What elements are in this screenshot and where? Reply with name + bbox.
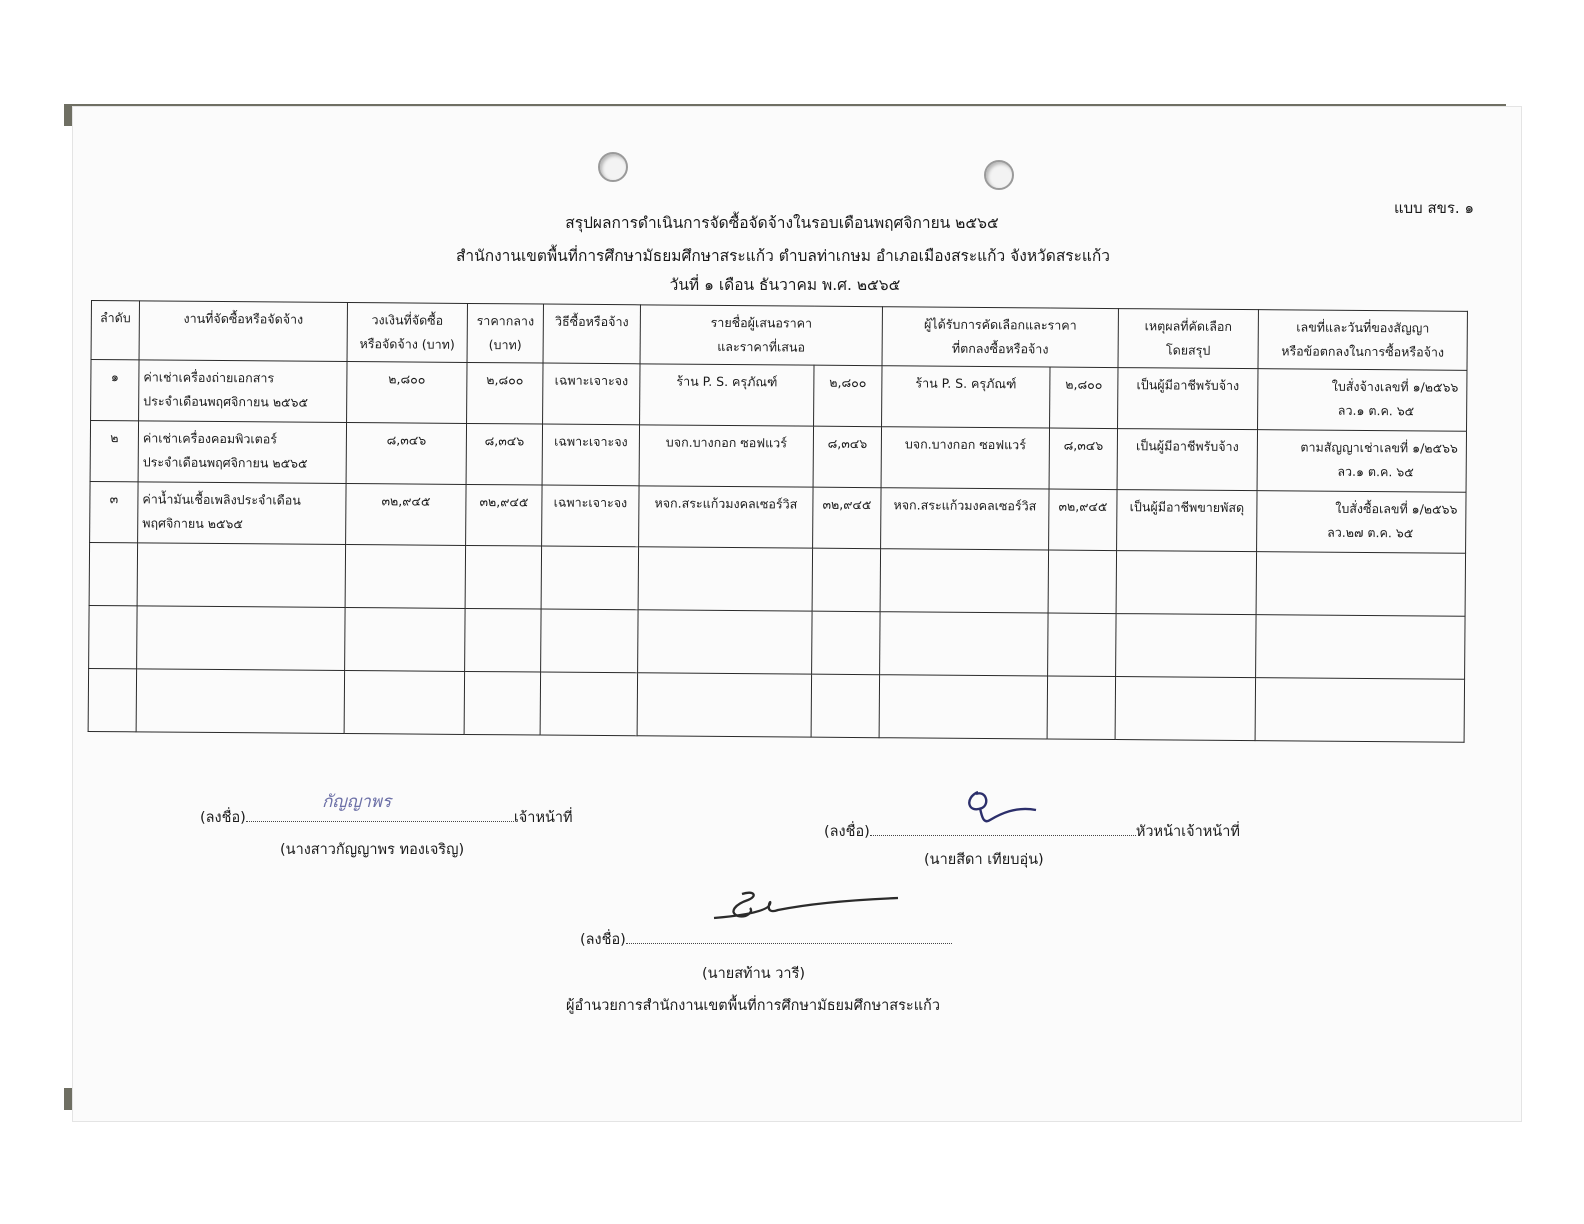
director-sign-prefix: (ลงชื่อ) — [580, 932, 626, 948]
table-row — [91, 360, 1467, 432]
header-method: วิธีซื้อหรือจ้าง — [543, 304, 640, 364]
empty-row — [89, 605, 1465, 679]
empty-row — [88, 668, 1464, 742]
cell-contract-line2: ลว.๒๗ ต.ค. ๖๕ — [1327, 524, 1414, 541]
cell-contract-line2: ลว.๑ ต.ค. ๖๕ — [1337, 463, 1414, 480]
document-title: สรุปผลการดำเนินการจัดซื้อจัดจ้างในรอบเดือนพฤศจิกายน ๒๕๖๕ — [565, 214, 999, 232]
header-bidders-line1: รายชื่อผู้เสนอราคา — [710, 315, 813, 331]
header-winner-line1: ผู้ได้รับการคัดเลือกและราคา — [923, 316, 1077, 333]
head-officer-sign-line — [824, 820, 1240, 843]
cell-item-line2: พฤศจิกายน ๒๕๖๕ — [142, 515, 243, 531]
cell-method: เฉพาะเจาะจง — [543, 363, 640, 425]
officer-sign-prefix: (ลงชื่อ) — [200, 810, 246, 826]
empty-row — [89, 542, 1465, 616]
header-bidders — [640, 305, 882, 366]
header-budget-line2: หรือจัดจ้าง (บาท) — [359, 336, 455, 352]
head-officer-name: (นายสีดา เทียบอุ่น) — [924, 852, 1044, 868]
cell-no: ๑ — [91, 360, 139, 421]
header-reason-line2: โดยสรุป — [1165, 342, 1211, 358]
officer-dotted-line — [246, 817, 514, 822]
header-budget — [347, 303, 467, 363]
cell-method: เฉพาะเจาะจง — [542, 424, 639, 486]
office-line: สำนักงานเขตพื้นที่การศึกษามัธยมศึกษาสระแก้ว ตำบลท่าเกษม อำเภอเมืองสระแก้ว จังหวัดสระแก้ว — [455, 247, 1111, 265]
header-row — [91, 301, 1467, 371]
header-contract — [1258, 310, 1467, 371]
head-officer-sign-prefix: (ลงชื่อ) — [824, 824, 870, 840]
header-reason-line1: เหตุผลที่คัดเลือก — [1144, 318, 1233, 335]
cell-bidder: หจก.สระแก้วมงคลเซอร์วิส — [639, 486, 813, 548]
cell-bid-price: ๘,๓๔๖ — [813, 426, 881, 488]
punch-hole-right — [984, 160, 1014, 190]
cell-win-price: ๘,๓๔๖ — [1049, 428, 1117, 490]
director-signature — [708, 886, 908, 932]
header-median-line1: ราคากลาง — [476, 313, 535, 329]
procurement-table — [88, 300, 1468, 743]
scan-edge-left — [64, 104, 72, 126]
table-row — [90, 481, 1466, 553]
director-title: ผู้อำนวยการสำนักงานเขตพื้นที่การศึกษามัธยมศึกษาสระแก้ว — [566, 998, 940, 1014]
cell-bidder: ร้าน P. S. ครุภัณฑ์ — [640, 364, 814, 426]
header-bidders-line2: และราคาที่เสนอ — [717, 338, 806, 355]
header-contract-line2: หรือข้อตกลงในการซื้อหรือจ้าง — [1281, 343, 1445, 360]
officer-role: เจ้าหน้าที่ — [513, 810, 573, 826]
cell-reason: เป็นผู้มีอาชีพรับจ้าง — [1118, 368, 1258, 430]
header-budget-line1: วงเงินที่จัดซื้อ — [371, 312, 444, 329]
table-row — [90, 421, 1466, 493]
cell-contract — [1257, 430, 1466, 493]
cell-contract — [1257, 491, 1466, 554]
cell-contract-line1: ใบสั่งซื้อเลขที่ ๑/๒๕๖๖ — [1335, 500, 1458, 517]
cell-winner: ร้าน P. S. ครุภัณฑ์ — [882, 366, 1050, 428]
form-code: แบบ สขร. ๑ — [1393, 199, 1474, 217]
cell-budget: ๘,๓๔๖ — [346, 423, 466, 485]
cell-item — [138, 482, 346, 545]
cell-bid-price: ๒,๘๐๐ — [814, 365, 882, 427]
header-item: งานที่จัดซื้อหรือจัดจ้าง — [139, 301, 347, 362]
director-sign-line — [580, 928, 952, 951]
cell-no: ๓ — [90, 481, 138, 542]
head-officer-role: หัวหน้าเจ้าหน้าที่ — [1135, 824, 1240, 840]
cell-budget: ๓๒,๙๔๕ — [346, 484, 466, 546]
cell-winner: หจก.สระแก้วมงคลเซอร์วิส — [881, 488, 1049, 550]
cell-item-line1: ค่าน้ำมันเชื้อเพลิงประจำเดือน — [142, 491, 301, 508]
cell-median: ๓๒,๙๔๕ — [466, 484, 542, 546]
cell-method: เฉพาะเจาะจง — [542, 485, 639, 547]
cell-median: ๘,๓๔๖ — [466, 423, 542, 485]
cell-bidder: บจก.บางกอก ซอฟแวร์ — [639, 425, 813, 487]
cell-contract-line1: ตามสัญญาเช่าเลขที่ ๑/๒๕๖๖ — [1300, 439, 1458, 456]
cell-no: ๒ — [90, 421, 138, 482]
header-no: ลำดับ — [91, 301, 139, 360]
header-contract-line1: เลขที่และวันที่ของสัญญา — [1296, 319, 1430, 336]
cell-win-price: ๒,๘๐๐ — [1050, 367, 1118, 429]
cell-win-price: ๓๒,๙๔๕ — [1049, 489, 1117, 551]
officer-name: (นางสาวกัญญาพร ทองเจริญ) — [280, 842, 465, 858]
cell-item-line2: ประจำเดือนพฤศจิกายน ๒๕๖๕ — [142, 454, 308, 471]
header-median — [467, 303, 543, 363]
cell-item-line1: ค่าเช่าเครื่องคอมพิวเตอร์ — [142, 430, 278, 447]
cell-contract-line2: ลว.๑ ต.ค. ๖๕ — [1337, 402, 1415, 419]
cell-bid-price: ๓๒,๙๔๕ — [813, 487, 881, 549]
cell-item-line2: ประจำเดือนพฤศจิกายน ๒๕๖๕ — [143, 393, 309, 410]
cell-winner: บจก.บางกอก ซอฟแวร์ — [881, 427, 1049, 489]
cell-reason: เป็นผู้มีอาชีพรับจ้าง — [1117, 429, 1257, 491]
officer-handwriting: กัญญาพร — [322, 792, 392, 812]
header-winner — [882, 307, 1118, 368]
punch-hole-left — [598, 152, 628, 182]
cell-contract — [1258, 369, 1467, 432]
cell-budget: ๒,๘๐๐ — [347, 362, 467, 424]
cell-contract-line1: ใบสั่งจ้างเลขที่ ๑/๒๕๖๖ — [1331, 378, 1459, 395]
date-line: วันที่ ๑ เดือน ธันวาคม พ.ศ. ๒๕๖๕ — [669, 276, 901, 294]
cell-item-line1: ค่าเช่าเครื่องถ่ายเอกสาร — [143, 369, 275, 386]
cell-median: ๒,๘๐๐ — [467, 362, 543, 424]
head-officer-dotted-line — [870, 831, 1136, 836]
cell-item — [139, 360, 347, 423]
header-reason — [1118, 309, 1258, 369]
header-median-line2: (บาท) — [488, 337, 522, 353]
cell-item — [138, 421, 346, 484]
director-dotted-line — [626, 939, 952, 944]
director-name: (นายสท้าน วารี) — [702, 966, 806, 982]
cell-reason: เป็นผู้มีอาชีพขายพัสดุ — [1117, 490, 1257, 552]
header-winner-line2: ที่ตกลงซื้อหรือจ้าง — [951, 340, 1049, 357]
